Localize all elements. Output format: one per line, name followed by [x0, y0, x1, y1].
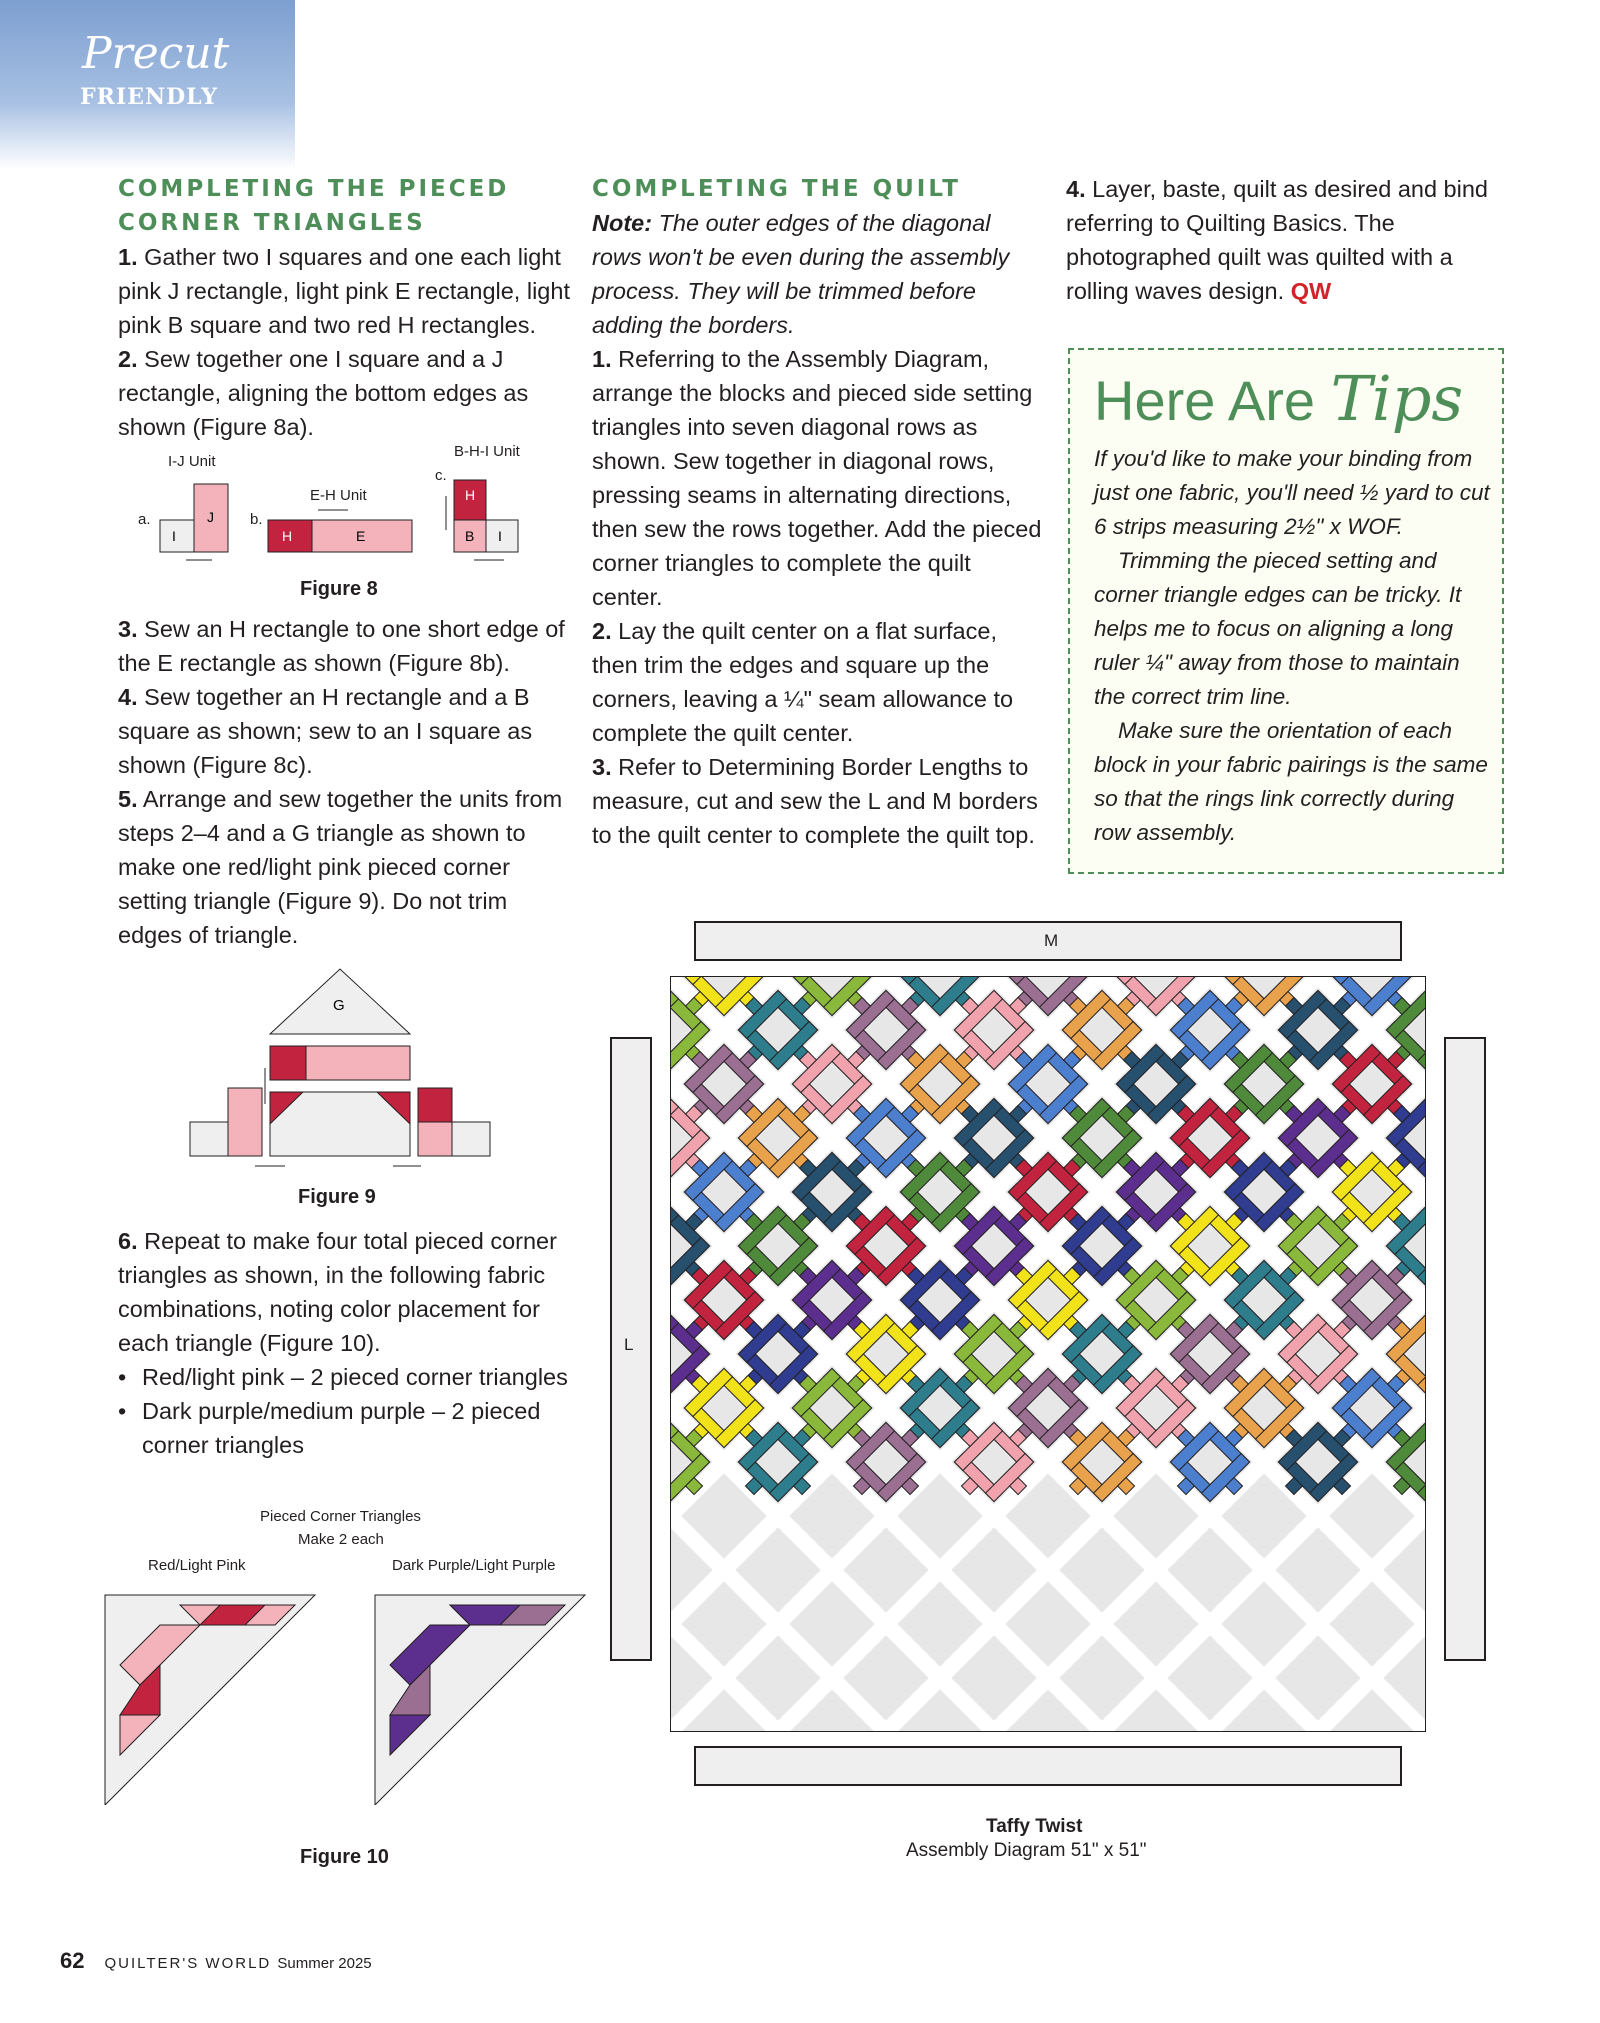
- heading-completing-quilt: COMPLETING THE QUILT: [592, 176, 961, 202]
- step-6: 6. Repeat to make four total pieced corner triangles as shown, in the following fabric combinations, noting color placement for each triangle (Figure 10).: [118, 1228, 557, 1356]
- square-right-i: [452, 1122, 490, 1156]
- label-h2: H: [465, 487, 476, 503]
- square-left-i: [190, 1122, 228, 1156]
- eh-unit-label: E-H Unit: [310, 487, 367, 504]
- label-i: I: [172, 528, 176, 544]
- strip-h: [270, 1046, 306, 1080]
- column-1-bottom: [118, 1224, 570, 1462]
- figure-8-caption: Figure 8: [300, 578, 378, 600]
- step-4: 4. Sew together an H rectangle and a B square as shown; sew to an I square as shown (Figure 8c).: [118, 684, 533, 778]
- page-footer: [60, 1948, 372, 1974]
- figure-10-right-label: Dark Purple/Light Purple: [392, 1557, 556, 1574]
- quilt-step-1: 1. Referring to the Assembly Diagram, arrange the blocks and pieced side setting triangles into seven diagonal rows as shown. Sew together in diagonal rows, pressing seams in alternating directions, then sew the rows together. Add the pieced corner triangles to complete the quilt center.: [592, 346, 1042, 610]
- column-1: [118, 172, 570, 444]
- bhi-unit-label: B-H-I Unit: [454, 443, 520, 460]
- border-m-top: [694, 921, 1402, 961]
- rect-right-h: [418, 1088, 452, 1122]
- heading-corner-triangles: COMPLETING THE PIECED CORNER TRIANGLES: [118, 176, 510, 236]
- border-l-left: [610, 1037, 652, 1661]
- border-m-bottom: [694, 1746, 1402, 1786]
- figure-10-subtitle: Make 2 each: [298, 1531, 384, 1548]
- magazine-name: QUILTER'S WORLD: [104, 1955, 272, 1972]
- quilt-step-4: 4. Layer, baste, quilt as desired and bind referring to Quilting Basics. The photographed quilt was quilted with a rolling waves design. QW: [1066, 176, 1488, 304]
- figure-10: [100, 1585, 600, 1805]
- label-b2: B: [465, 528, 475, 544]
- label-a: a.: [138, 511, 151, 528]
- quilt-step-3: 3. Refer to Determining Border Lengths to measure, cut and sew the L and M borders to the quilt center to complete the quilt top.: [592, 754, 1038, 848]
- assembly-subtitle: Assembly Diagram 51" x 51": [906, 1840, 1147, 1861]
- tip-3: Make sure the orientation of each block in your fabric pairings is the same so that the rings link correctly during row assembly.: [1094, 718, 1488, 845]
- label-e: E: [356, 528, 366, 544]
- label-b: b.: [250, 511, 263, 528]
- figure-10-caption: Figure 10: [300, 1846, 389, 1868]
- quilt-step-2: 2. Lay the quilt center on a flat surface, then trim the edges and square up the corners, leaving a ¼" seam allowance to complete the quilt center.: [592, 618, 1014, 746]
- label-j: J: [207, 509, 214, 525]
- column-2: [592, 172, 1044, 852]
- figure-10-title: Pieced Corner Triangles: [260, 1508, 421, 1525]
- figure-9-caption: Figure 9: [298, 1186, 376, 1208]
- tips-body: [1094, 442, 1490, 850]
- border-l-right: [1444, 1037, 1486, 1661]
- square-right-b: [418, 1122, 452, 1156]
- step-5: 5. Arrange and sew together the units from steps 2–4 and a G triangle as shown to make one red/light pink pieced corner setting triangle (Figure 9). Do not trim edges of triangle.: [118, 786, 563, 948]
- rect-left-j: [228, 1088, 262, 1156]
- bullet-item: • Dark purple/medium purple – 2 pieced corner triangles: [118, 1398, 541, 1458]
- section-banner: [0, 0, 295, 170]
- ij-unit-label: I-J Unit: [168, 453, 216, 470]
- tips-title: Here Are Tips: [1094, 362, 1464, 435]
- label-g: G: [333, 997, 345, 1014]
- issue-name: Summer 2025: [277, 1955, 372, 1972]
- step-3: 3. Sew an H rectangle to one short edge of the E rectangle as shown (Figure 8b).: [118, 616, 565, 676]
- qw-mark: QW: [1290, 278, 1332, 304]
- banner-label: FRIENDLY: [80, 84, 218, 110]
- quilt-center: [670, 976, 1426, 1732]
- label-m: M: [1044, 931, 1059, 950]
- column-1-middle: [118, 612, 570, 952]
- tip-2: Trimming the pieced setting and corner triangle edges can be tricky. It helps me to focus on aligning a long ruler ¼" away from those to maintain the correct trim line.: [1094, 548, 1462, 709]
- label-h: H: [282, 528, 293, 544]
- figure-9: [185, 964, 495, 1174]
- column-3: [1066, 172, 1506, 308]
- figure-10-left-label: Red/Light Pink: [148, 1557, 246, 1574]
- tips-box: [1068, 348, 1504, 874]
- note: Note: The outer edges of the diagonal rows won't be even during the assembly process. They will be trimmed before adding the borders.: [592, 210, 1010, 338]
- strip-e: [306, 1046, 410, 1080]
- tip-1: If you'd like to make your binding from just one fabric, you'll need ½ yard to cut 6 strips measuring 2½" x WOF.: [1094, 446, 1490, 539]
- label-l: L: [624, 1335, 634, 1354]
- assembly-title: Taffy Twist: [986, 1816, 1083, 1837]
- step-1: 1. Gather two I squares and one each light pink J rectangle, light pink E rectangle, light pink B square and two red H rectangles.: [118, 244, 570, 338]
- banner-script: Precut: [82, 28, 230, 79]
- label-i2: I: [498, 528, 502, 544]
- square-i2: [486, 520, 518, 552]
- bullet-item: • Red/light pink – 2 pieced corner triangles: [118, 1364, 568, 1390]
- square-i: [160, 520, 194, 552]
- page-number: 62: [60, 1948, 85, 1973]
- step-2: 2. Sew together one I square and a J rectangle, aligning the bottom edges as shown (Figure 8a).: [118, 346, 529, 440]
- label-c: c.: [435, 467, 447, 484]
